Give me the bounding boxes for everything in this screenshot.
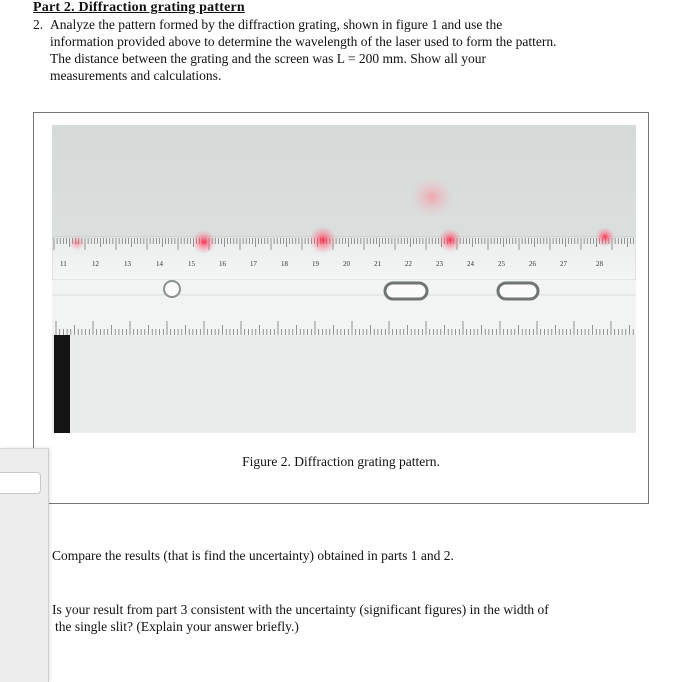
question-2-line-4: measurements and calculations. <box>50 68 222 83</box>
diffraction-photo <box>52 125 636 433</box>
laser-spot <box>69 235 85 251</box>
question-3: Compare the results (that is find the uncertainty) obtained in parts 1 and 2. <box>52 548 454 563</box>
question-2-number: 2. <box>33 17 44 32</box>
figure-box <box>33 112 649 504</box>
ruler-number: 26 <box>529 260 536 268</box>
ruler-number: 25 <box>498 260 505 268</box>
ruler-number: 28 <box>596 260 603 268</box>
ruler-number: 16 <box>219 260 226 268</box>
ruler-number: 11 <box>60 260 67 268</box>
ruler-number: 27 <box>560 260 567 268</box>
question-2-line-3: The distance between the grating and the screen was L = 200 mm. Show all your <box>50 51 486 66</box>
laser-spot <box>192 230 216 254</box>
ruler-number: 15 <box>188 260 195 268</box>
ruler-number: 24 <box>467 260 474 268</box>
ruler-number: 18 <box>281 260 288 268</box>
question-4-line-1: Is your result from part 3 consistent with the uncertainty (significant figures) in the width of <box>52 602 549 617</box>
question-2 <box>33 16 633 84</box>
laser-spot <box>438 228 462 252</box>
ruler-number: 23 <box>436 260 443 268</box>
ruler-number: 19 <box>312 260 319 268</box>
ruler-top <box>52 237 636 280</box>
ruler-number: 14 <box>156 260 163 268</box>
question-4-line-2: the single slit? (Explain your answer briefly.) <box>55 619 299 634</box>
ruler-number: 22 <box>405 260 412 268</box>
blurred-laser-spot <box>410 177 454 217</box>
question-2-line-2: information provided above to determine the wavelength of the laser used to form the pattern. <box>50 34 557 49</box>
ruler-number: 17 <box>250 260 257 268</box>
ruler-slot <box>498 283 538 299</box>
ruler-number: 21 <box>374 260 381 268</box>
figure-caption: Figure 2. Diffraction grating pattern. <box>242 454 440 469</box>
ruler-number: 12 <box>92 260 99 268</box>
side-panel-field[interactable] <box>0 472 41 494</box>
board-surface <box>52 335 636 433</box>
black-edge <box>54 335 70 433</box>
question-2-line-1: Analyze the pattern formed by the diffraction grating, shown in figure 1 and use the <box>50 17 503 32</box>
ruler-slot <box>385 283 427 299</box>
laser-spot <box>309 226 337 254</box>
part-heading: Part 2. Diffraction grating pattern <box>33 0 245 15</box>
question-4 <box>52 601 632 635</box>
laser-spot <box>595 227 615 247</box>
ruler-hole <box>164 281 180 297</box>
ruler-number: 13 <box>124 260 131 268</box>
ruler-number: 20 <box>343 260 350 268</box>
